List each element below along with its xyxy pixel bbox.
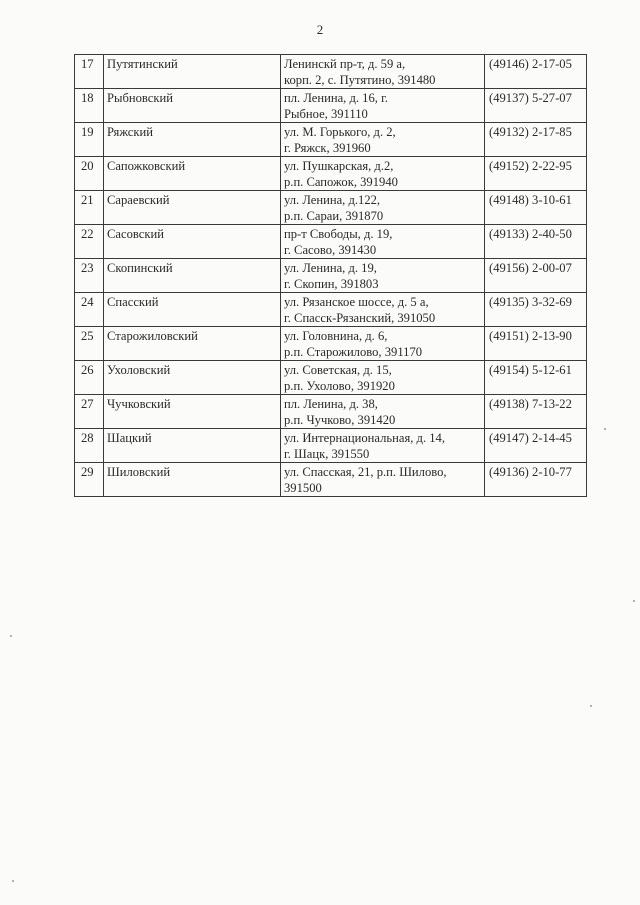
address-line: р.п. Ухолово, 391920 <box>284 379 395 393</box>
scan-speck <box>633 600 635 602</box>
row-number: 24 <box>75 293 104 327</box>
scan-speck <box>590 705 592 707</box>
district-name: Спасский <box>104 293 281 327</box>
table-row <box>75 89 587 123</box>
district-phone: (49136) 2-10-77 <box>485 463 587 497</box>
address-line: 391500 <box>284 481 322 495</box>
table-row <box>75 327 587 361</box>
district-address <box>281 395 485 429</box>
district-address <box>281 55 485 89</box>
district-phone: (49132) 2-17-85 <box>485 123 587 157</box>
district-address <box>281 123 485 157</box>
district-address <box>281 327 485 361</box>
district-phone: (49138) 7-13-22 <box>485 395 587 429</box>
address-line: ул. Ленина, д.122, <box>284 193 381 207</box>
row-number: 28 <box>75 429 104 463</box>
address-line: г. Ряжск, 391960 <box>284 141 371 155</box>
row-number: 27 <box>75 395 104 429</box>
address-line: г. Скопин, 391803 <box>284 277 379 291</box>
row-number: 18 <box>75 89 104 123</box>
district-name: Старожиловский <box>104 327 281 361</box>
district-address <box>281 259 485 293</box>
district-name: Ухоловский <box>104 361 281 395</box>
district-address <box>281 463 485 497</box>
districts-table <box>74 54 587 497</box>
district-name: Сапожковский <box>104 157 281 191</box>
address-line: пр-т Свободы, д. 19, <box>284 227 393 241</box>
row-number: 21 <box>75 191 104 225</box>
address-line: ул. Спасская, 21, р.п. Шилово, <box>284 465 447 479</box>
row-number: 29 <box>75 463 104 497</box>
district-address <box>281 429 485 463</box>
page-number: 2 <box>316 22 324 37</box>
district-name: Ряжский <box>104 123 281 157</box>
table-row <box>75 225 587 259</box>
district-name: Шиловский <box>104 463 281 497</box>
address-line: р.п. Старожилово, 391170 <box>284 345 423 359</box>
address-line: р.п. Сапожок, 391940 <box>284 175 398 189</box>
address-line: ул. М. Горького, д. 2, <box>284 125 396 139</box>
table-row <box>75 259 587 293</box>
district-address <box>281 361 485 395</box>
district-phone: (49152) 2-22-95 <box>485 157 587 191</box>
address-line: пл. Ленина, д. 38, <box>284 397 378 411</box>
district-name: Путятинский <box>104 55 281 89</box>
scan-speck <box>10 635 12 637</box>
table-row <box>75 55 587 89</box>
row-number: 23 <box>75 259 104 293</box>
address-line: ул. Интернациональная, д. 14, <box>284 431 445 445</box>
row-number: 22 <box>75 225 104 259</box>
district-phone: (49135) 3-32-69 <box>485 293 587 327</box>
district-phone: (49148) 3-10-61 <box>485 191 587 225</box>
district-address <box>281 89 485 123</box>
table-row <box>75 157 587 191</box>
table-row <box>75 293 587 327</box>
district-phone: (49147) 2-14-45 <box>485 429 587 463</box>
district-phone: (49151) 2-13-90 <box>485 327 587 361</box>
address-line: Рыбное, 391110 <box>284 107 368 121</box>
table-row <box>75 361 587 395</box>
table-row <box>75 123 587 157</box>
address-line: корп. 2, с. Путятино, 391480 <box>284 73 436 87</box>
address-line: Ленинскй пр-т, д. 59 а, <box>284 57 406 71</box>
row-number: 25 <box>75 327 104 361</box>
row-number: 26 <box>75 361 104 395</box>
district-name: Чучковский <box>104 395 281 429</box>
scan-speck <box>604 428 606 430</box>
district-phone: (49154) 5-12-61 <box>485 361 587 395</box>
address-line: пл. Ленина, д. 16, г. <box>284 91 388 105</box>
address-line: ул. Ленина, д. 19, <box>284 261 377 275</box>
district-name: Шацкий <box>104 429 281 463</box>
address-line: ул. Рязанское шоссе, д. 5 а, <box>284 295 429 309</box>
district-phone: (49133) 2-40-50 <box>485 225 587 259</box>
table-body <box>75 55 587 497</box>
address-line: ул. Пушкарская, д.2, <box>284 159 394 173</box>
table-row <box>75 429 587 463</box>
address-line: г. Спасск-Рязанский, 391050 <box>284 311 436 325</box>
district-address <box>281 293 485 327</box>
address-line: р.п. Чучково, 391420 <box>284 413 396 427</box>
address-line: р.п. Сараи, 391870 <box>284 209 384 223</box>
row-number: 17 <box>75 55 104 89</box>
address-line: ул. Головнина, д. 6, <box>284 329 388 343</box>
district-name: Скопинский <box>104 259 281 293</box>
district-address <box>281 191 485 225</box>
address-line: г. Шацк, 391550 <box>284 447 370 461</box>
district-name: Сасовский <box>104 225 281 259</box>
district-name: Сараевский <box>104 191 281 225</box>
row-number: 20 <box>75 157 104 191</box>
district-address <box>281 225 485 259</box>
district-phone: (49146) 2-17-05 <box>485 55 587 89</box>
table-row <box>75 395 587 429</box>
district-name: Рыбновский <box>104 89 281 123</box>
district-phone: (49137) 5-27-07 <box>485 89 587 123</box>
address-line: ул. Советская, д. 15, <box>284 363 392 377</box>
table-row <box>75 191 587 225</box>
row-number: 19 <box>75 123 104 157</box>
table-row <box>75 463 587 497</box>
district-address <box>281 157 485 191</box>
district-phone: (49156) 2-00-07 <box>485 259 587 293</box>
address-line: г. Сасово, 391430 <box>284 243 377 257</box>
scan-speck <box>12 880 14 882</box>
